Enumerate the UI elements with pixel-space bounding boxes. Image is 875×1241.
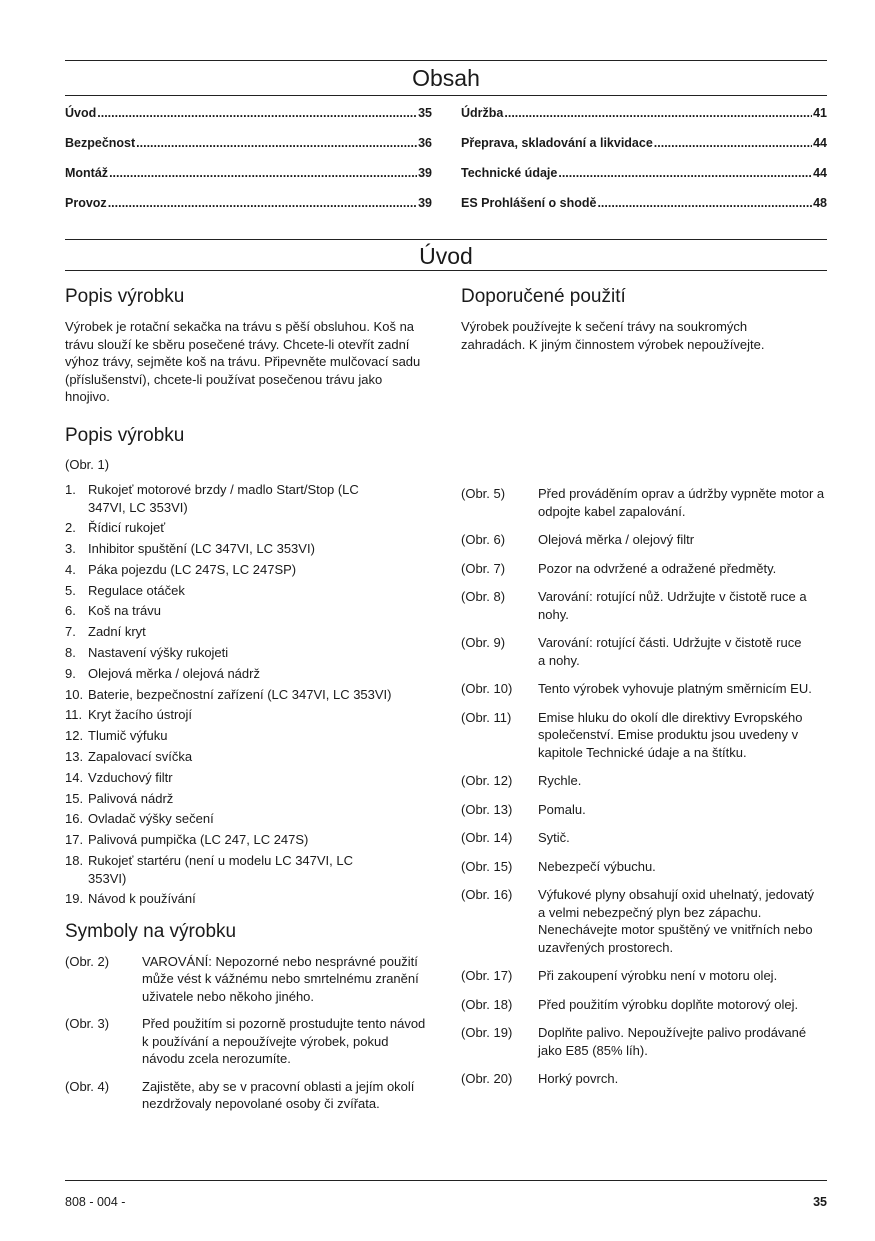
symbol-description: Výfukové plyny obsahují oxid uhelnatý, jedovatý a velmi nebezpečný plyn bez zápachu. Nenechávejte motor spuštěný ve vnitřních nebo uzavřených prostorech.	[538, 887, 815, 955]
symbol-row	[461, 1024, 827, 1059]
toc-right-column	[461, 106, 827, 226]
symbol-row	[461, 588, 827, 623]
symbol-description: Tento výrobek vyhovuje platným směrnicím EU.	[538, 681, 812, 696]
toc-entry[interactable]: ES Prohlášení o shodě ..... 48	[461, 196, 827, 226]
list-item: 16. Ovladač výšky sečení	[65, 811, 214, 827]
symbol-description: Před prováděním oprav a údržby vypněte motor a odpojte kabel zapalování.	[538, 486, 825, 519]
symbols-right-list	[461, 485, 827, 1088]
symbol-description: Zajistěte, aby se v pracovní oblasti a jejím okolí nezdržovaly nepovolané osoby či zvířata.	[142, 1078, 415, 1112]
symbol-row	[65, 1078, 435, 1113]
product-overview-heading: Popis výrobku	[65, 424, 185, 446]
toc-entry[interactable]: Technické údaje ..... 44	[461, 166, 827, 196]
list-item: 4. Páka pojezdu (LC 247S, LC 247SP)	[65, 561, 297, 577]
symbol-row	[461, 709, 827, 762]
symbol-row	[461, 485, 827, 520]
list-item: 2. Řídicí rukojeť	[65, 520, 166, 536]
intro-top-rule	[65, 239, 827, 240]
figure-ref: (Obr. 14)	[461, 830, 513, 845]
toc-entry[interactable]: Montáž ..... 39	[65, 166, 432, 196]
product-description-text: Výrobek je rotační sekačka na trávu s pěší obsluhou. Koš na trávu slouží ke sběru posečené trávy. Chcete-li otevřít zadní výhoz trávy, sejměte koš na trávu. Připevněte mulčovací sadu (příslušenství), chcete-li používat posečenou trávu jako hnojivo.	[65, 319, 421, 404]
figure-ref: (Obr. 7)	[461, 560, 506, 576]
list-item: 12. Tlumič výfuku	[65, 728, 168, 744]
figure-ref: (Obr. 20)	[461, 1071, 513, 1086]
symbols-left-list	[65, 953, 435, 1113]
symbol-row	[461, 634, 827, 669]
list-item: 5. Regulace otáček	[65, 582, 185, 598]
page-number: 35	[813, 1195, 827, 1209]
figure-ref: (Obr. 17)	[461, 968, 513, 983]
symbol-row	[461, 772, 827, 790]
toc-entry[interactable]: Úvod ..... 35	[65, 106, 432, 136]
list-item: 1. Rukojeť motorové brzdy / madlo Start/Stop (LC 347VI, LC 353VI)	[65, 482, 359, 515]
footer-rule	[65, 1180, 827, 1181]
list-item: 18. Rukojeť startéru (není u modelu LC 347VI, LC 353VI)	[65, 853, 354, 886]
symbol-description: Varování: rotující části. Udržujte v čistotě ruce a nohy.	[538, 635, 802, 668]
list-item: 14. Vzduchový filtr	[65, 769, 173, 785]
figure-ref: (Obr. 6)	[461, 532, 506, 547]
list-item: 13. Zapalovací svíčka	[65, 749, 193, 765]
parts-list	[65, 481, 435, 908]
symbol-description: VAROVÁNÍ: Nepozorné nebo nesprávné použití může vést k vážnému nebo smrtelnému zranění uživatele nebo někoho jiného.	[142, 953, 419, 1004]
list-item: 11. Kryt žacího ústrojí	[65, 707, 193, 723]
symbol-row	[461, 560, 827, 578]
right-column	[461, 285, 827, 353]
symbol-row	[461, 829, 827, 847]
symbol-description: Olejová měrka / olejový filtr	[538, 532, 695, 547]
symbol-row	[65, 1015, 435, 1068]
list-item: 3. Inhibitor spuštění (LC 347VI, LC 353VI)	[65, 541, 315, 557]
toc-title: Obsah	[412, 65, 480, 91]
symbol-description: Při zakoupení výrobku není v motoru olej.	[538, 968, 778, 983]
symbol-row	[461, 680, 827, 698]
symbol-row	[461, 531, 827, 549]
toc-left-column	[65, 106, 432, 226]
toc-entry[interactable]: Provoz ..... 39	[65, 196, 432, 226]
figure-ref: (Obr. 8)	[461, 589, 506, 604]
toc-top-rule	[65, 60, 827, 61]
symbol-description: Horký povrch.	[538, 1071, 619, 1086]
symbol-row	[461, 967, 827, 985]
intro-title: Úvod	[419, 243, 473, 269]
left-column	[65, 285, 435, 1113]
list-item: 17. Palivová pumpička (LC 247, LC 247S)	[65, 832, 309, 848]
symbol-description: Před použitím si pozorně prostudujte tento návod k používání a nepoužívejte výrobek, pokud návodu zcela nerozumíte.	[142, 1016, 426, 1067]
symbol-description: Varování: rotující nůž. Udržujte v čistotě ruce a nohy.	[538, 589, 807, 622]
symbol-row	[461, 886, 827, 956]
list-item: 9. Olejová měrka / olejová nádrž	[65, 665, 260, 681]
symbol-row	[65, 953, 435, 1006]
toc-bottom-rule	[65, 95, 827, 96]
list-item: 19. Návod k používání	[65, 891, 196, 907]
figure-ref: (Obr. 5)	[461, 486, 506, 501]
symbol-row	[461, 1070, 827, 1088]
symbol-description: Pozor na odvržené a odražené předměty.	[538, 560, 777, 576]
figure-ref: (Obr. 4)	[65, 1078, 110, 1094]
symbol-description: Emise hluku do okolí dle direktivy Evropského společenství. Emise produktu jsou uvedeny v kapitole Technické údaje a na štítku.	[538, 709, 803, 760]
document-number: 808 - 004 -	[65, 1195, 126, 1209]
intended-use-heading: Doporučené použití	[461, 286, 626, 307]
symbol-description: Nebezpečí výbuchu.	[538, 858, 656, 874]
symbol-description: Před použitím výrobku doplňte motorový olej.	[538, 996, 799, 1012]
figure-ref: (Obr. 3)	[65, 1016, 110, 1032]
toc-entry[interactable]: Přeprava, skladování a likvidace ..... 44	[461, 136, 827, 166]
symbol-description: Sytič.	[538, 830, 570, 845]
symbol-row	[461, 801, 827, 819]
figure-ref: (Obr. 12)	[461, 773, 513, 788]
symbol-row	[461, 996, 827, 1014]
product-description-heading: Popis výrobku	[65, 286, 185, 307]
toc-entry[interactable]: Bezpečnost ..... 36	[65, 136, 432, 166]
figure-ref: (Obr. 11)	[461, 709, 512, 725]
figure-ref: (Obr. 15)	[461, 858, 513, 874]
symbol-description: Pomalu.	[538, 801, 586, 817]
list-item: 8. Nastavení výšky rukojeti	[65, 645, 229, 661]
list-item: 6. Koš na trávu	[65, 603, 161, 619]
figure-ref: (Obr. 13)	[461, 801, 513, 817]
symbol-description: Rychle.	[538, 773, 582, 788]
symbols-heading: Symboly na výrobku	[65, 920, 237, 942]
list-item: 7. Zadní kryt	[65, 624, 146, 640]
symbol-row	[461, 858, 827, 876]
list-item: 15. Palivová nádrž	[65, 790, 174, 806]
symbol-description: Doplňte palivo. Nepoužívejte palivo prodávané jako E85 (85% líh).	[538, 1025, 807, 1058]
figure-ref: (Obr. 9)	[461, 635, 506, 650]
intro-bottom-rule	[65, 270, 827, 271]
intended-use-text: Výrobek používejte k sečení trávy na soukromých zahradách. K jiným činnostem výrobek nepoužívejte.	[461, 319, 765, 352]
figure-ref: (Obr. 10)	[461, 681, 513, 696]
list-item: 10. Baterie, bezpečnostní zařízení (LC 347VI, LC 353VI)	[65, 686, 392, 702]
figure-ref: (Obr. 18)	[461, 996, 513, 1012]
figure-ref: (Obr. 19)	[461, 1025, 513, 1040]
figure-ref: (Obr. 16)	[461, 887, 513, 902]
figure-ref: (Obr. 2)	[65, 953, 110, 969]
overview-figure-ref: (Obr. 1)	[65, 456, 110, 472]
toc-entry[interactable]: Údržba ..... 41	[461, 106, 827, 136]
